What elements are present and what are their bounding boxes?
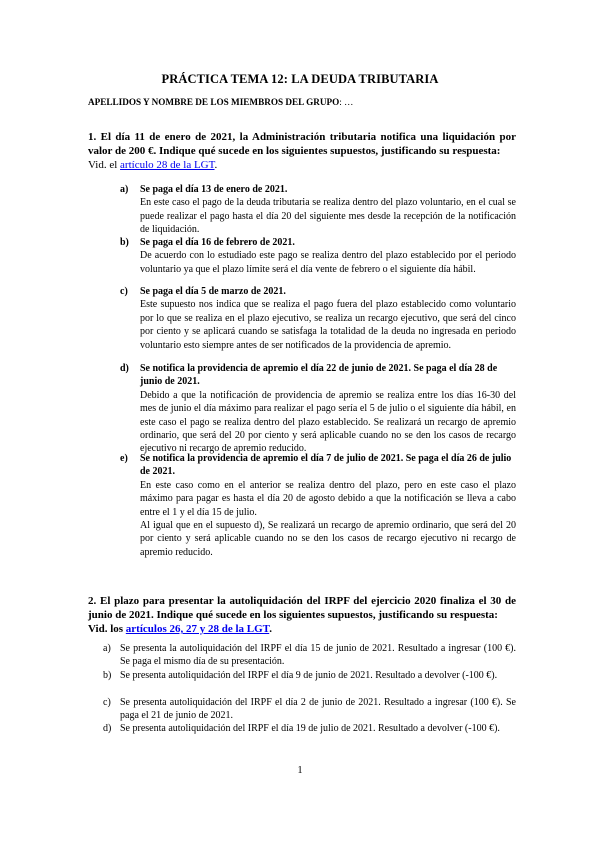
q2-item-c bbox=[103, 696, 516, 723]
q2-item-b bbox=[103, 669, 516, 682]
q1-item-c-heading: Se paga el día 5 de marzo de 2021. bbox=[140, 286, 286, 297]
q1-item-a-heading: Se paga el día 13 de enero de 2021. bbox=[140, 184, 288, 195]
q1-item-e bbox=[120, 452, 516, 559]
q1-item-a-label: a) bbox=[120, 184, 129, 195]
q1-item-d-body: Debido a que la notificación de providencia de apremio se realiza entre los días 16-30 del mes de junio el día máximo para realizar el pago sería el 5 de julio o el siguiente día hábil, en este caso el pago se realiza dentro del plazo establecido. Se realizará un recargo de apremio ordinario, que será del 20 por ciento y será aplicable cuando no se den los casos de recargo ejecutivo ni recargo de apremio reducido. bbox=[140, 389, 516, 455]
question-2-ref-link[interactable]: artículos 26, 27 y 28 de la LGT bbox=[125, 623, 270, 635]
q1-item-e-body: En este caso como en el anterior se realiza dentro del plazo, pero en este caso el plazo máximo para pagar es hasta el día 20 de agosto debido a que la notificación se lleva a cabo entre el 1 y el día 15 de julio. bbox=[140, 479, 516, 518]
q1-item-c-label: c) bbox=[120, 286, 128, 297]
question-2-ref-prefix: Vid. los bbox=[88, 623, 126, 635]
q2-item-a bbox=[103, 642, 516, 669]
q1-item-d-label: d) bbox=[120, 363, 129, 374]
q1-item-b-heading: Se paga el día 16 de febrero de 2021. bbox=[140, 237, 295, 248]
question-1-text: 1. El día 11 de enero de 2021, la Administración tributaria notifica una liquidación por valor de 200 €. Indique qué sucede en los siguientes supuestos, justificando su respuesta: bbox=[88, 131, 516, 157]
q2-item-c-body: Se presenta autoliquidación del IRPF el día 2 de junio de 2021. Resultado a ingresar (100 €). Se paga el 21 de junio de 2021. bbox=[120, 697, 516, 722]
q2-item-d-label: d) bbox=[103, 723, 112, 734]
q1-item-d-heading: Se notifica la providencia de apremio el día 22 de junio de 2021. Se paga el día 28 de junio de 2021. bbox=[140, 363, 498, 388]
q1-item-d bbox=[120, 362, 516, 456]
q1-item-b-label: b) bbox=[120, 237, 129, 248]
question-1 bbox=[88, 130, 516, 172]
question-1-ref-link[interactable]: artículo 28 de la LGT bbox=[120, 159, 215, 171]
question-2-text: 2. El plazo para presentar la autoliquidación del IRPF del ejercicio 2020 finaliza el 30 de junio de 2021. Indique qué sucede en los siguientes supuestos, justificando su respuesta: bbox=[88, 595, 516, 621]
group-members-label: APELLIDOS Y NOMBRE DE LOS MIEMBROS DEL GRUPO bbox=[88, 97, 340, 107]
page-title: PRÁCTICA TEMA 12: LA DEUDA TRIBUTARIA bbox=[161, 72, 439, 86]
q1-item-a-body: En este caso el pago de la deuda tributaria se realiza dentro del plazo voluntario, en el cual se puede realizar el pago hasta el día 20 del siguiente mes desde la recepción de la notificación de liquidación. bbox=[140, 197, 516, 236]
q1-item-b bbox=[120, 236, 516, 276]
q1-item-c bbox=[120, 285, 516, 352]
group-members-line bbox=[88, 97, 353, 107]
page-number: 1 bbox=[297, 765, 303, 776]
q1-item-e-label: e) bbox=[120, 453, 128, 464]
question-2 bbox=[88, 594, 516, 636]
q2-item-d bbox=[103, 722, 516, 735]
q2-item-b-body: Se presenta autoliquidación del IRPF el día 9 de junio de 2021. Resultado a devolver (-100 €). bbox=[120, 670, 498, 681]
q2-item-a-body: Se presenta la autoliquidación del IRPF el día 15 de junio de 2021. Resultado a ingresar (100 €). Se paga el mismo día de su presentación. bbox=[120, 643, 516, 668]
q2-item-b-label: b) bbox=[103, 670, 112, 681]
q2-item-c-label: c) bbox=[103, 697, 111, 708]
q2-item-a-label: a) bbox=[103, 643, 111, 654]
question-1-ref-prefix: Vid. el bbox=[88, 159, 121, 171]
q2-item-d-body: Se presenta autoliquidación del IRPF el día 19 de julio de 2021. Resultado a devolver (-100 €). bbox=[120, 723, 500, 734]
q1-item-a bbox=[120, 183, 516, 237]
q1-item-e-heading: Se notifica la providencia de apremio el día 7 de julio de 2021. Se paga el día 26 de julio de 2021. bbox=[140, 453, 512, 478]
q1-item-c-body: Este supuesto nos indica que se realiza el pago fuera del plazo establecido como voluntario por lo que se realiza en el plazo ejecutivo, se realiza un recargo ejecutivo, que será del cinco por ciento y se aplicará cuando se satisfaga la totalidad de la deuda no ingresada en periodo voluntario esto siempre antes de ser notificados de la providencia de apremio. bbox=[140, 299, 516, 351]
question-2-ref-suffix: . bbox=[269, 623, 272, 635]
question-1-ref-suffix: . bbox=[214, 159, 218, 171]
q1-item-e-body-2: Al igual que en el supuesto d), Se realizará un recargo de apremio ordinario, que será del 20 por ciento y será aplicable cuando no se den los casos de recargo ejecutivo ni recargo de apremio reducido. bbox=[140, 520, 516, 558]
q1-item-b-body: De acuerdo con lo estudiado este pago se realiza dentro del plazo establecido por el periodo voluntario ya que el plazo límite será el día vente de febrero o el siguiente día hábil. bbox=[140, 250, 516, 275]
group-members-value: : … bbox=[339, 97, 354, 107]
